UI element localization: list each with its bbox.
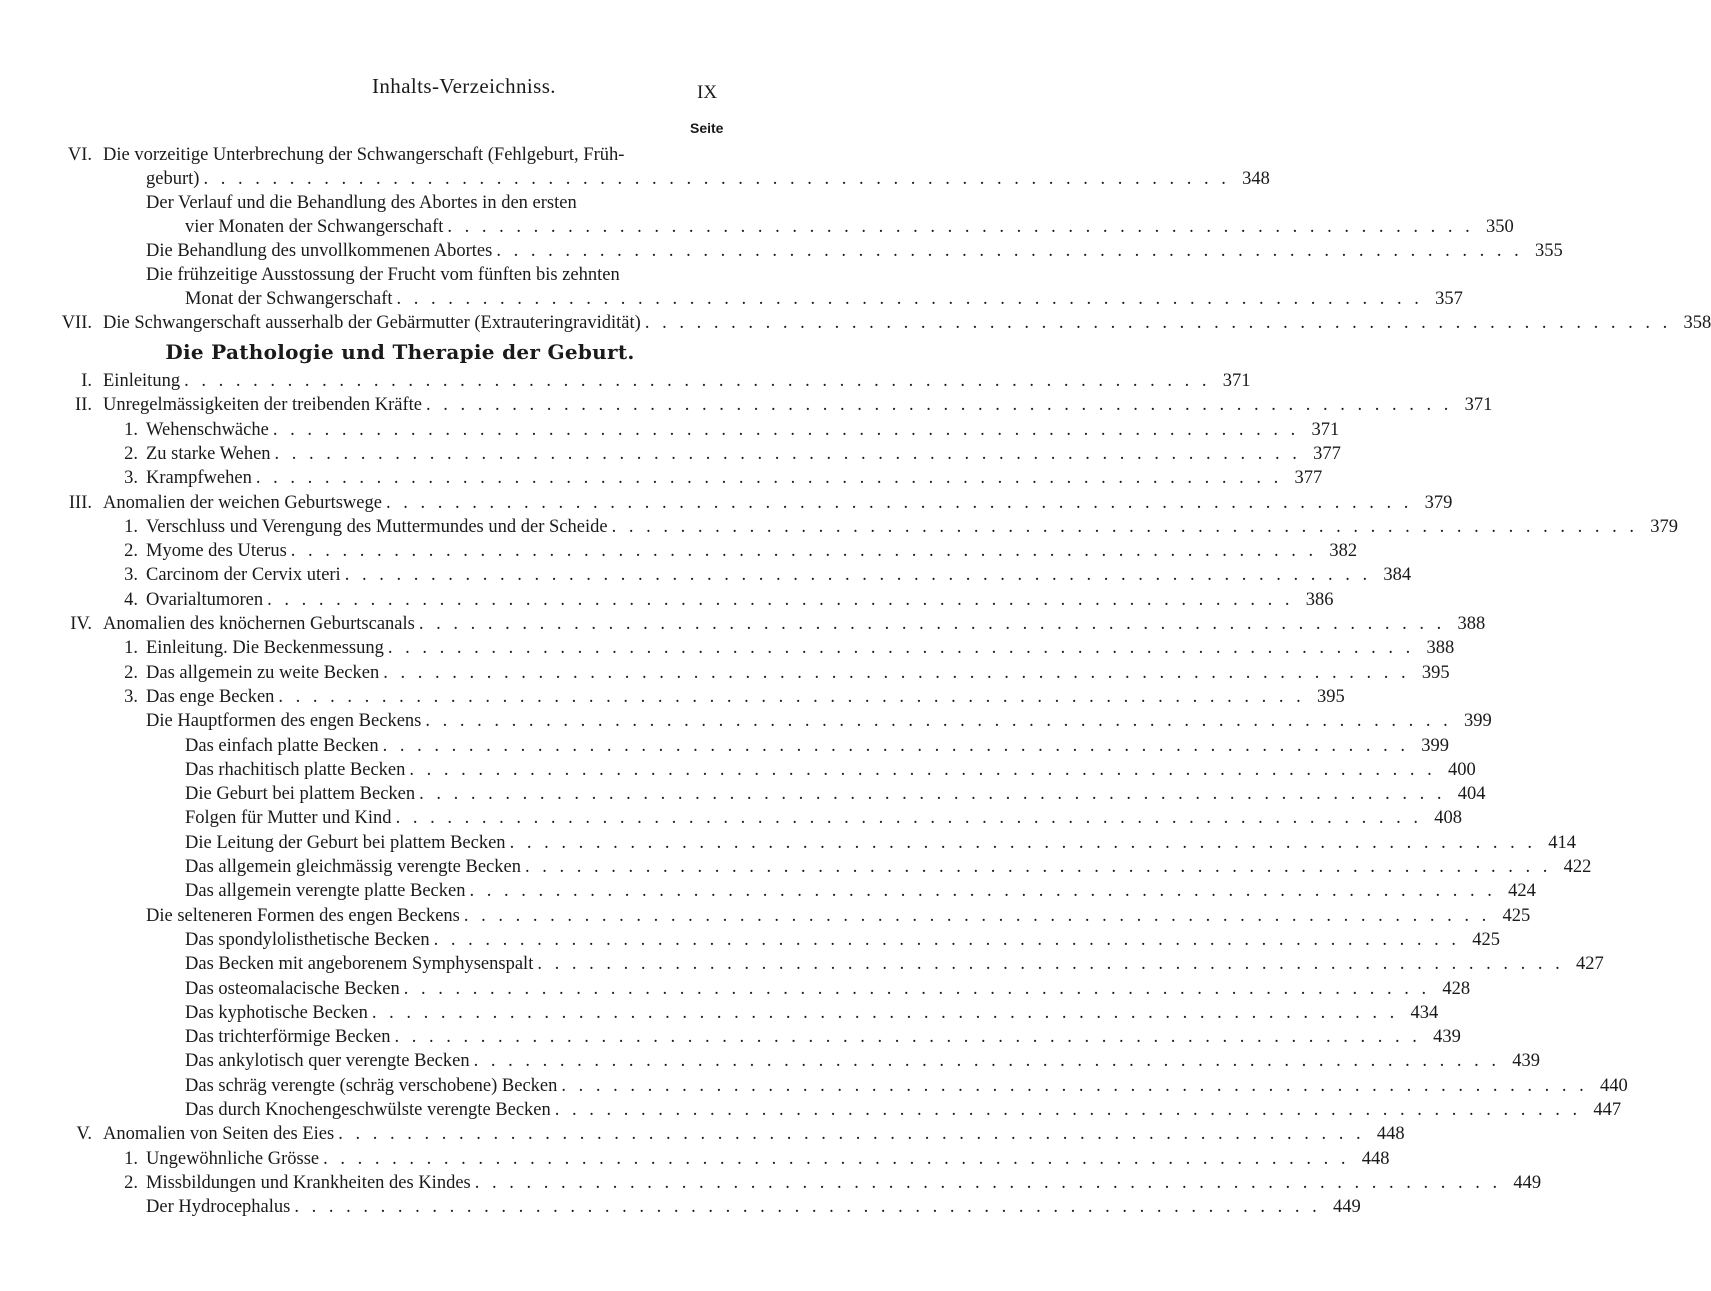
entry-title: Anomalien des knöchernen Geburtscanals xyxy=(103,614,415,634)
entry-title: Das spondylolisthetische Becken xyxy=(185,930,430,950)
toc-entry xyxy=(185,855,1592,879)
entry-page-number: 371 xyxy=(1222,371,1251,391)
entry-number: VII. xyxy=(61,313,92,333)
leader-dots: . . . . . . . . . . . . . . . . . . . . . . . . . . . . . . . . . . . . . . . . . . . . . . . . . . . . . . . . . . . . xyxy=(524,857,1552,877)
entry-page-number: 357 xyxy=(1435,289,1463,309)
leader-dots: . . . . . . . . . . . . . . . . . . . . . . . . . . . . . . . . . . . . . . . . . . . . . . . . . . . . . . . . . . . . xyxy=(272,420,1300,440)
toc-entry xyxy=(146,904,1531,928)
seite-label: Seite xyxy=(690,120,724,136)
leader-dots: . . . . . . . . . . . . . . . . . . . . . . . . . . . . . . . . . . . . . . . . . . . . . . . . . . . . . . . . . . . . xyxy=(184,371,1211,391)
leader-dots: . . . . . . . . . . . . . . . . . . . . . . . . . . . . . . . . . . . . . . . . . . . . . . . . . . . . . . . . . . . . xyxy=(537,954,1564,974)
entry-page-number: 371 xyxy=(1464,395,1493,415)
toc-entry xyxy=(81,369,1251,393)
toc-entry xyxy=(185,1049,1540,1073)
leader-dots: . . . . . . . . . . . . . . . . . . . . . . . . . . . . . . . . . . . . . . . . . . . . . . . . . . . . . . . . . . . . xyxy=(395,808,1422,828)
toc-entry xyxy=(185,879,1536,903)
entry-number: 2. xyxy=(124,1173,138,1193)
entry-page-number: 384 xyxy=(1383,565,1412,585)
toc-entry xyxy=(124,515,1678,539)
toc-entry xyxy=(124,1147,1390,1171)
leader-dots: . . . . . . . . . . . . . . . . . . . . . . . . . . . . . . . . . . . . . . . . . . . . . . . . . . . . . . . . . . . . xyxy=(371,1003,1399,1023)
entry-title: Verschluss und Verengung des Muttermundes und der Scheide xyxy=(146,517,608,537)
page-header xyxy=(0,74,800,108)
entry-page-number: 379 xyxy=(1424,493,1453,513)
toc-entry xyxy=(185,977,1471,1001)
entry-title: Das trichterförmige Becken xyxy=(185,1027,391,1047)
entry-title: Die Hauptformen des engen Beckens xyxy=(146,711,422,731)
toc-entry xyxy=(124,588,1334,612)
leader-dots: . . . . . . . . . . . . . . . . . . . . . . . . . . . . . . . . . . . . . . . . . . . . . . . . . . . . . . . . . . . . xyxy=(267,590,1294,610)
toc-entry xyxy=(75,393,1493,417)
toc-entry xyxy=(185,215,1514,239)
toc-entry xyxy=(76,1122,1405,1146)
entry-number: IV. xyxy=(70,614,92,634)
entry-number: 1. xyxy=(124,420,138,440)
entry-title: Die Geburt bei plattem Becken xyxy=(185,784,416,804)
entry-title: Das rhachitisch platte Becken xyxy=(185,760,406,780)
toc-entry xyxy=(146,239,1563,263)
entry-page-number: 440 xyxy=(1600,1076,1628,1096)
toc-entry xyxy=(124,636,1455,660)
entry-number: 2. xyxy=(124,444,138,464)
entry-title: Carcinom der Cervix uteri xyxy=(146,565,341,585)
entry-title: Die frühzeitige Ausstossung der Frucht vom fünften bis zehnten xyxy=(146,265,620,285)
leader-dots: . . . . . . . . . . . . . . . . . . . . . . . . . . . . . . . . . . . . . . . . . . . . . . . . . . . . . . . . . . . . xyxy=(338,1124,1365,1144)
entry-page-number: 449 xyxy=(1332,1197,1361,1217)
leader-dots: . . . . . . . . . . . . . . . . . . . . . . . . . . . . . . . . . . . . . . . . . . . . . . . . . . . . . . . . . . . . xyxy=(469,881,1496,901)
toc-entry xyxy=(124,563,1412,587)
entry-page-number: 424 xyxy=(1508,881,1536,901)
leader-dots: . . . . . . . . . . . . . . . . . . . . . . . . . . . . . . . . . . . . . . . . . . . . . . . . . . . . . . . . . . . . xyxy=(474,1173,1502,1193)
entry-title: Das enge Becken xyxy=(146,687,275,707)
entry-title: Anomalien der weichen Geburtswege xyxy=(103,493,382,513)
entry-title: Das allgemein gleichmässig verengte Becken xyxy=(185,857,521,877)
entry-page-number: 448 xyxy=(1361,1149,1390,1169)
toc-entry xyxy=(70,612,1486,636)
entry-page-number: 350 xyxy=(1486,217,1514,237)
entry-title: Die vorzeitige Unterbrechung der Schwangerschaft (Fehlgeburt, Früh- xyxy=(103,145,625,165)
running-title: Inhalts-Verzeichniss. xyxy=(372,74,556,98)
leader-dots: . . . . . . . . . . . . . . . . . . . . . . . . . . . . . . . . . . . . . . . . . . . . . . . . . . . . . . . . . . . . xyxy=(274,444,1301,464)
leader-dots: . . . . . . . . . . . . . . . . . . . . . . . . . . . . . . . . . . . . . . . . . . . . . . . . . . . . . . . . . . . . xyxy=(255,468,1283,488)
leader-dots: . . . . . . . . . . . . . . . . . . . . . . . . . . . . . . . . . . . . . . . . . . . . . . . . . . . . . . . . . . . . xyxy=(290,541,1318,561)
entry-page-number: 404 xyxy=(1457,784,1486,804)
toc-entry xyxy=(124,418,1340,442)
entry-page-number: 400 xyxy=(1448,760,1476,780)
entry-number: V. xyxy=(76,1124,92,1144)
toc-entry xyxy=(67,143,741,167)
entry-number: 1. xyxy=(124,1149,138,1169)
entry-number: 3. xyxy=(124,687,138,707)
toc-entry xyxy=(124,685,1345,709)
entry-number: I. xyxy=(81,371,92,391)
entry-page-number: 439 xyxy=(1512,1051,1540,1071)
entry-page-number: 382 xyxy=(1329,541,1358,561)
leader-dots: . . . . . . . . . . . . . . . . . . . . . . . . . . . . . . . . . . . . . . . . . . . . . . . . . . . . . . . . . . . . xyxy=(644,313,1672,333)
leader-dots: . . . . . . . . . . . . . . . . . . . . . . . . . . . . . . . . . . . . . . . . . . . . . . . . . . . . . . . . . . . . xyxy=(473,1051,1500,1071)
toc-entry xyxy=(146,263,741,287)
entry-page-number: 371 xyxy=(1311,420,1340,440)
entry-page-number: 355 xyxy=(1534,241,1563,261)
entry-page-number: 422 xyxy=(1563,857,1592,877)
toc-entry xyxy=(185,734,1450,758)
entry-title: Anomalien von Seiten des Eies xyxy=(103,1124,335,1144)
entry-title: Das osteomalacische Becken xyxy=(185,979,400,999)
toc-entry xyxy=(185,1001,1439,1025)
entry-number: 1. xyxy=(124,517,138,537)
toc-entry xyxy=(185,1025,1461,1049)
leader-dots: . . . . . . . . . . . . . . . . . . . . . . . . . . . . . . . . . . . . . . . . . . . . . . . . . . . . . . . . . . . . xyxy=(447,217,1474,237)
entry-page-number: 377 xyxy=(1313,444,1341,464)
entry-title: Das kyphotische Becken xyxy=(185,1003,368,1023)
entry-title: Zu starke Wehen xyxy=(146,444,271,464)
entry-title: Das allgemein zu weite Becken xyxy=(146,663,380,683)
leader-dots: . . . . . . . . . . . . . . . . . . . . . . . . . . . . . . . . . . . . . . . . . . . . . . . . . . . . . . . . . . . . xyxy=(294,1197,1321,1217)
leader-dots: . . . . . . . . . . . . . . . . . . . . . . . . . . . . . . . . . . . . . . . . . . . . . . . . . . . . . . . . . . . . xyxy=(611,517,1638,537)
leader-dots: . . . . . . . . . . . . . . . . . . . . . . . . . . . . . . . . . . . . . . . . . . . . . . . . . . . . . . . . . . . . xyxy=(403,979,1431,999)
leader-dots: . . . . . . . . . . . . . . . . . . . . . . . . . . . . . . . . . . . . . . . . . . . . . . . . . . . . . . . . . . . . xyxy=(203,169,1230,189)
entry-page-number: 447 xyxy=(1593,1100,1622,1120)
entry-title: Das schräg verengte (schräg verschobene) Becken xyxy=(185,1076,558,1096)
entry-number: 2. xyxy=(124,541,138,561)
toc-entry xyxy=(185,806,1462,830)
entry-page-number: 408 xyxy=(1434,808,1462,828)
entry-title: Wehenschwäche xyxy=(146,420,269,440)
entry-title: Missbildungen und Krankheiten des Kindes xyxy=(146,1173,471,1193)
entry-page-number: 399 xyxy=(1421,736,1450,756)
toc-entry xyxy=(185,782,1486,806)
leader-dots: . . . . . . . . . . . . . . . . . . . . . . . . . . . . . . . . . . . . . . . . . . . . . . . . . . . . . . . . . . . . xyxy=(496,241,1523,261)
entry-page-number: 399 xyxy=(1463,711,1492,731)
toc-entry xyxy=(185,758,1476,782)
entry-page-number: 427 xyxy=(1575,954,1604,974)
toc-entry xyxy=(185,928,1500,952)
entry-number: 3. xyxy=(124,565,138,585)
entry-page-number: 379 xyxy=(1650,517,1678,537)
entry-page-number: 425 xyxy=(1502,906,1531,926)
entry-number: 2. xyxy=(124,663,138,683)
toc-entry xyxy=(146,191,741,215)
toc-entry xyxy=(185,287,1463,311)
entry-title: Das Becken mit angeborenem Symphysenspalt xyxy=(185,954,534,974)
leader-dots: . . . . . . . . . . . . . . . . . . . . . . . . . . . . . . . . . . . . . . . . . . . . . . . . . . . . . . . . . . . . xyxy=(323,1149,1350,1169)
leader-dots: . . . . . . . . . . . . . . . . . . . . . . . . . . . . . . . . . . . . . . . . . . . . . . . . . . . . . . . . . . . . xyxy=(425,711,1452,731)
leader-dots: . . . . . . . . . . . . . . . . . . . . . . . . . . . . . . . . . . . . . . . . . . . . . . . . . . . . . . . . . . . . xyxy=(418,614,1446,634)
entry-title: Das allgemein verengte platte Becken xyxy=(185,881,466,901)
toc-entry xyxy=(146,709,1492,733)
leader-dots: . . . . . . . . . . . . . . . . . . . . . . . . . . . . . . . . . . . . . . . . . . . . . . . . . . . . . . . . . . . . xyxy=(426,395,1453,415)
leader-dots: . . . . . . . . . . . . . . . . . . . . . . . . . . . . . . . . . . . . . . . . . . . . . . . . . . . . . . . . . . . . xyxy=(394,1027,1421,1047)
entry-title: Die Leitung der Geburt bei plattem Becken xyxy=(185,833,506,853)
entry-title: Die selteneren Formen des engen Beckens xyxy=(146,906,460,926)
entry-page-number: 377 xyxy=(1294,468,1323,488)
entry-title: Folgen für Mutter und Kind xyxy=(185,808,392,828)
leader-dots: . . . . . . . . . . . . . . . . . . . . . . . . . . . . . . . . . . . . . . . . . . . . . . . . . . . . . . . . . . . . xyxy=(419,784,1446,804)
toc-entry xyxy=(124,661,1450,685)
entry-title: Myome des Uterus xyxy=(146,541,287,561)
entry-page-number: 439 xyxy=(1433,1027,1461,1047)
entry-page-number: 414 xyxy=(1548,833,1576,853)
leader-dots: . . . . . . . . . . . . . . . . . . . . . . . . . . . . . . . . . . . . . . . . . . . . . . . . . . . . . . . . . . . . xyxy=(409,760,1436,780)
entry-title: Einleitung xyxy=(103,371,181,391)
entry-title: Der Verlauf und die Behandlung des Abortes in den ersten xyxy=(146,193,577,213)
toc-entry xyxy=(185,831,1576,855)
leader-dots: . . . . . . . . . . . . . . . . . . . . . . . . . . . . . . . . . . . . . . . . . . . . . . . . . . . . . . . . . . . . xyxy=(383,663,1410,683)
toc-entry xyxy=(61,311,1711,335)
entry-number: 3. xyxy=(124,468,138,488)
entry-title: Unregelmässigkeiten der treibenden Kräfte xyxy=(103,395,422,415)
leader-dots: . . . . . . . . . . . . . . . . . . . . . . . . . . . . . . . . . . . . . . . . . . . . . . . . . . . . . . . . . . . . xyxy=(463,906,1491,926)
entry-page-number: 434 xyxy=(1410,1003,1439,1023)
entry-page-number: 448 xyxy=(1376,1124,1405,1144)
entry-page-number: 388 xyxy=(1457,614,1486,634)
toc-entry xyxy=(124,1171,1542,1195)
entry-title: Monat der Schwangerschaft xyxy=(185,289,393,309)
section-heading: Die Pathologie und Therapie der Geburt. xyxy=(165,340,635,364)
leader-dots: . . . . . . . . . . . . . . . . . . . . . . . . . . . . . . . . . . . . . . . . . . . . . . . . . . . . . . . . . . . . xyxy=(554,1100,1582,1120)
entry-title: vier Monaten der Schwangerschaft xyxy=(185,217,444,237)
toc-entry xyxy=(146,1195,1361,1219)
entry-title: Die Behandlung des unvollkommenen Abortes xyxy=(146,241,493,261)
entry-title: Der Hydrocephalus xyxy=(146,1197,291,1217)
entry-title: Die Schwangerschaft ausserhalb der Gebärmutter (Extrauteringravidität) xyxy=(103,313,641,333)
leader-dots: . . . . . . . . . . . . . . . . . . . . . . . . . . . . . . . . . . . . . . . . . . . . . . . . . . . . . . . . . . . . xyxy=(561,1076,1588,1096)
leader-dots: . . . . . . . . . . . . . . . . . . . . . . . . . . . . . . . . . . . . . . . . . . . . . . . . . . . . . . . . . . . . xyxy=(278,687,1305,707)
toc-entry xyxy=(68,491,1453,515)
entry-page-number: 395 xyxy=(1421,663,1450,683)
leader-dots: . . . . . . . . . . . . . . . . . . . . . . . . . . . . . . . . . . . . . . . . . . . . . . . . . . . . . . . . . . . . xyxy=(509,833,1536,853)
entry-title: Krampfwehen xyxy=(146,468,252,488)
entry-page-number: 386 xyxy=(1305,590,1334,610)
page-number: IX xyxy=(697,82,718,103)
entry-page-number: 449 xyxy=(1513,1173,1542,1193)
leader-dots: . . . . . . . . . . . . . . . . . . . . . . . . . . . . . . . . . . . . . . . . . . . . . . . . . . . . . . . . . . . . xyxy=(344,565,1372,585)
entry-title: Ungewöhnliche Grösse xyxy=(146,1149,320,1169)
entry-number: 1. xyxy=(124,638,138,658)
entry-number: VI. xyxy=(67,145,92,165)
entry-page-number: 358 xyxy=(1683,313,1711,333)
entry-title: Einleitung. Die Beckenmessung xyxy=(146,638,384,658)
entry-number: III. xyxy=(68,493,92,513)
leader-dots: . . . . . . . . . . . . . . . . . . . . . . . . . . . . . . . . . . . . . . . . . . . . . . . . . . . . . . . . . . . . xyxy=(387,638,1415,658)
leader-dots: . . . . . . . . . . . . . . . . . . . . . . . . . . . . . . . . . . . . . . . . . . . . . . . . . . . . . . . . . . . . xyxy=(385,493,1413,513)
entry-title: Das durch Knochengeschwülste verengte Becken xyxy=(185,1100,551,1120)
toc-entry xyxy=(146,167,1270,191)
toc-entry xyxy=(185,952,1604,976)
leader-dots: . . . . . . . . . . . . . . . . . . . . . . . . . . . . . . . . . . . . . . . . . . . . . . . . . . . . . . . . . . . . xyxy=(396,289,1423,309)
toc-entry xyxy=(124,442,1341,466)
entry-page-number: 425 xyxy=(1472,930,1500,950)
entry-page-number: 348 xyxy=(1242,169,1270,189)
toc-entry xyxy=(124,466,1323,490)
entry-number: 4. xyxy=(124,590,138,610)
entry-page-number: 395 xyxy=(1317,687,1345,707)
entry-title: Das ankylotisch quer verengte Becken xyxy=(185,1051,470,1071)
entry-number: II. xyxy=(75,395,92,415)
leader-dots: . . . . . . . . . . . . . . . . . . . . . . . . . . . . . . . . . . . . . . . . . . . . . . . . . . . . . . . . . . . . xyxy=(433,930,1460,950)
entry-title: Ovarialtumoren xyxy=(146,590,264,610)
leader-dots: . . . . . . . . . . . . . . . . . . . . . . . . . . . . . . . . . . . . . . . . . . . . . . . . . . . . . . . . . . . . xyxy=(382,736,1410,756)
toc-entry xyxy=(185,1098,1622,1122)
entry-title: Das einfach platte Becken xyxy=(185,736,379,756)
entry-page-number: 388 xyxy=(1426,638,1455,658)
entry-title: geburt) xyxy=(146,169,200,189)
toc-entry xyxy=(124,539,1358,563)
entry-page-number: 428 xyxy=(1442,979,1471,999)
toc-entry xyxy=(185,1074,1628,1098)
